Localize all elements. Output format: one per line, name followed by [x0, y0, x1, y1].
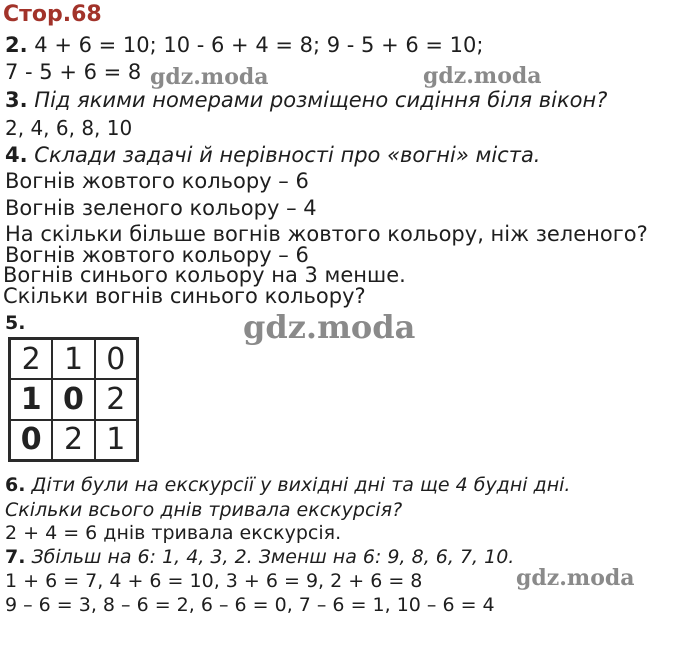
number-grid: [8, 337, 139, 462]
task2-equations-2: 7 - 5 + 6 = 8: [5, 60, 142, 84]
task4-text-1: Вогнів жовтого кольору – 6: [5, 169, 309, 193]
grid-cell: 2: [52, 420, 94, 460]
watermark: gdz.moda: [150, 64, 269, 90]
task3-answer: 2, 4, 6, 8, 10: [5, 116, 133, 140]
task2-number: 2.: [5, 33, 28, 57]
task7-answer-2: 9 – 6 = 3, 8 – 6 = 2, 6 – 6 = 0, 7 – 6 = 1, 10 – 6 = 4: [5, 594, 495, 616]
grid-cell: 1: [10, 379, 52, 419]
task4-number: 4.: [5, 143, 28, 167]
watermark: gdz.moda: [516, 565, 635, 591]
task4-text-6: Скільки вогнів синього кольору?: [3, 284, 366, 308]
task7-line: [5, 546, 514, 568]
task4-text-3: На скільки більше вогнів жовтого кольору, ніж зеленого?: [5, 222, 648, 246]
task6-answer: 2 + 4 = 6 днів тривала екскурсія.: [5, 522, 342, 544]
grid-cell: 2: [10, 339, 52, 379]
grid-cell: 0: [10, 420, 52, 460]
page-title: Стор.68: [3, 2, 102, 27]
task6-question-2: Скільки всього днів тривала екскурсія?: [5, 499, 403, 521]
task4-text-2: Вогнів зеленого кольору – 4: [5, 196, 317, 220]
task7-answer-1: 1 + 6 = 7, 4 + 6 = 10, 3 + 6 = 9, 2 + 6 = 8: [5, 570, 423, 592]
task4-line: [5, 143, 541, 167]
watermark: gdz.moda: [423, 63, 542, 89]
task7-number: 7.: [5, 546, 26, 568]
task5-number: 5.: [5, 312, 26, 334]
task4-text-4: Вогнів жовтого кольору – 6: [5, 243, 309, 267]
task6-number: 6.: [5, 474, 26, 496]
task2-equations-1: 4 + 6 = 10; 10 - 6 + 4 = 8; 9 - 5 + 6 = 10;: [34, 33, 484, 57]
grid-cell: 0: [52, 379, 94, 419]
task2-line1: [5, 33, 483, 57]
task6-question-1: Діти були на екскурсії у вихідні дні та ще 4 будні дні.: [31, 474, 571, 496]
task7-prompt: Збільш на 6: 1, 4, 3, 2. Зменш на 6: 9, 8, 6, 7, 10.: [31, 546, 515, 568]
task3-number: 3.: [5, 88, 28, 112]
grid-cell: 1: [95, 420, 137, 460]
grid-cell: 2: [95, 379, 137, 419]
task3-question: Під якими номерами розміщено сидіння біля вікон?: [34, 88, 608, 112]
watermark: gdz.moda: [243, 308, 416, 346]
task4-question: Склади задачі й нерівності про «вогні» міста.: [34, 143, 541, 167]
grid-cell: 1: [52, 339, 94, 379]
grid-cell: 0: [95, 339, 137, 379]
task6-line: [5, 474, 570, 496]
task4-text-5: Вогнів синього кольору на 3 менше.: [3, 263, 406, 287]
task3-line: [5, 88, 607, 112]
